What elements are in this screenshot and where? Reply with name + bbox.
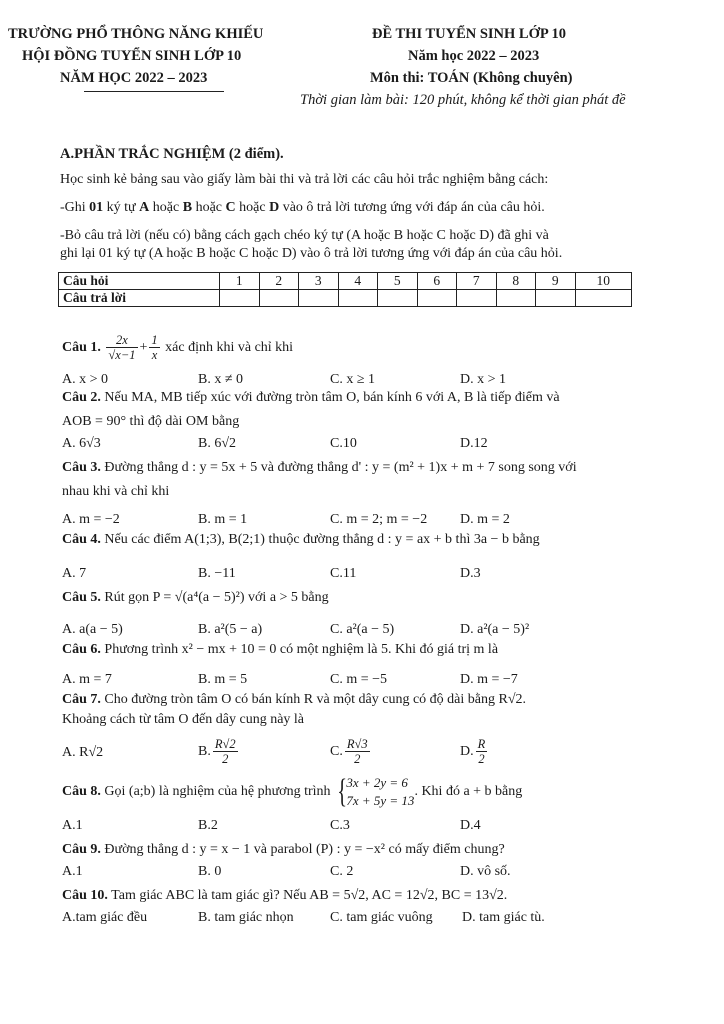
header-underline	[84, 91, 224, 92]
question-1: Câu 1. $\frac{2x}{√x-1}$ + $\frac{1}{x}$ xác định khi và chỉ khi	[62, 333, 294, 363]
q6-option-c: C. m = −5	[330, 672, 388, 687]
section-a-rule-2-line-1: -Bỏ câu trả lời (nếu có) bằng cách gạch chéo ký tự (A hoặc B hoặc C hoặc D) đã ghi và	[60, 228, 549, 243]
q9-option-c: C. 2	[330, 864, 354, 879]
fraction: $\frac{R√2}{2}$	[214, 737, 236, 767]
q3-option-b: B. m = 1	[198, 512, 248, 527]
q5-option-c: C. a²(a − 5)	[330, 622, 395, 637]
school-name: TRƯỜNG PHỔ THÔNG NĂNG KHIẾU	[8, 26, 264, 42]
question-2: Câu 2. Nếu MA, MB tiếp xúc với đường tròn tâm O, bán kính 6 với A, B là tiếp điểm và	[62, 390, 560, 405]
q6-option-b: B. m = 5	[198, 672, 248, 687]
fraction: $\frac{R√3}{2}$	[346, 737, 368, 767]
q5-option-b: B. a²(5 − a)	[198, 622, 263, 637]
q3-option-d: D. m = 2	[460, 512, 510, 527]
school-year-right: Năm học 2022 – 2023	[408, 48, 540, 64]
answer-cell[interactable]	[417, 290, 457, 307]
table-cell: 3	[299, 273, 339, 290]
q7-option-b: B. $\frac{R√2}{2}$	[198, 737, 236, 767]
table-cell: 8	[496, 273, 536, 290]
table-cell: 5	[378, 273, 418, 290]
exam-time: Thời gian làm bài: 120 phút, không kể thời gian phát đề	[300, 92, 626, 108]
question-9: Câu 9. Đường thẳng d : y = x − 1 và parabol (P) : y = −x² có mấy điểm chung?	[62, 842, 505, 857]
q10-option-b: B. tam giác nhọn	[198, 910, 294, 925]
q4-option-a: A. 7	[62, 566, 87, 581]
q7-option-a: A. R√2	[62, 745, 104, 760]
q4-option-c: C.11	[330, 566, 357, 581]
q9-option-d: D. vô số.	[460, 864, 511, 879]
table-cell: 1	[220, 273, 260, 290]
answer-table	[58, 272, 632, 307]
answer-cell[interactable]	[575, 290, 632, 307]
table-row	[59, 290, 632, 307]
q10-option-a: A.tam giác đều	[62, 910, 148, 925]
question-6: Câu 6. Phương trình x² − mx + 10 = 0 có một nghiệm là 5. Khi đó giá trị m là	[62, 642, 499, 657]
q4-option-b: B. −11	[198, 566, 236, 581]
question-4: Câu 4. Nếu các điểm A(1;3), B(2;1) thuộc đường thẳng d : y = ax + b thì 3a − b bằng	[62, 532, 540, 547]
question-3: Câu 3. Đường thẳng d : y = 5x + 5 và đường thẳng d' : y = (m² + 1)x + m + 7 song song với	[62, 460, 577, 475]
q2-option-b: B. 6√2	[198, 436, 237, 451]
q5-option-a: A. a(a − 5)	[62, 622, 123, 637]
q2-option-d: D.12	[460, 436, 488, 451]
q6-option-d: D. m = −7	[460, 672, 518, 687]
answer-cell[interactable]	[259, 290, 299, 307]
table-cell: 7	[457, 273, 497, 290]
exam-subject: Môn thi: TOÁN (Không chuyên)	[370, 70, 573, 86]
q4-option-d: D.3	[460, 566, 481, 581]
equation-system: 3x + 2y = 6 7x + 5y = 13	[346, 774, 415, 808]
section-a-intro: Học sinh kẻ bảng sau vào giấy làm bài thi và trả lời các câu hỏi trắc nghiệm bằng cách:	[60, 172, 549, 187]
q6-option-a: A. m = 7	[62, 672, 112, 687]
q10-option-c: C. tam giác vuông	[330, 910, 433, 925]
q9-option-a: A.1	[62, 864, 83, 879]
q1-option-c: C. x ≥ 1	[330, 372, 376, 387]
answer-cell[interactable]	[536, 290, 576, 307]
question-8: Câu 8. Gọi (a;b) là nghiệm của hệ phương trình { 3x + 2y = 6 7x + 5y = 13 . Khi đó a + b bằng	[62, 772, 523, 810]
system-brace: {	[337, 772, 348, 810]
fraction: $\frac{2x}{√x-1}$	[108, 333, 136, 363]
question-7-line-2: Khoảng cách từ tâm O đến dây cung này là	[62, 712, 305, 727]
table-row	[59, 273, 632, 290]
table-cell-label: Câu trả lời	[59, 290, 220, 307]
answer-cell[interactable]	[378, 290, 418, 307]
answer-cell[interactable]	[299, 290, 339, 307]
q2-option-a: A. 6√3	[62, 436, 101, 451]
q7-option-d: D. $\frac{R}{2}$	[460, 737, 486, 767]
q7-option-c: C. $\frac{R√3}{2}$	[330, 737, 368, 767]
question-3-line-2: nhau khi và chỉ khi	[62, 484, 170, 499]
q8-option-b: B.2	[198, 818, 218, 833]
council-name: HỘI ĐỒNG TUYỂN SINH LỚP 10	[22, 48, 242, 64]
q3-option-c: C. m = 2; m = −2	[330, 512, 428, 527]
answer-cell[interactable]	[220, 290, 260, 307]
table-cell: 9	[536, 273, 576, 290]
q9-option-b: B. 0	[198, 864, 222, 879]
question-10: Câu 10. Tam giác ABC là tam giác gì? Nếu AB = 5√2, AC = 12√2, BC = 13√2.	[62, 888, 508, 903]
section-a-rule-1: -Ghi 01 ký tự A hoặc B hoặc C hoặc D vào ô trả lời tương ứng với đáp án của câu hỏi.	[60, 200, 545, 215]
q10-option-d: D. tam giác tù.	[462, 910, 545, 925]
exam-title: ĐỀ THI TUYỂN SINH LỚP 10	[372, 26, 567, 42]
answer-cell[interactable]	[496, 290, 536, 307]
question-2-line-2: AOB = 90° thì độ dài OM bằng	[62, 414, 240, 429]
q8-option-d: D.4	[460, 818, 481, 833]
q1-option-d: D. x > 1	[460, 372, 507, 387]
fraction: $\frac{R}{2}$	[477, 737, 486, 767]
section-a-title: A.PHẦN TRẮC NGHIỆM (2 điểm).	[60, 146, 284, 162]
q1-option-b: B. x ≠ 0	[198, 372, 244, 387]
table-cell-label: Câu hỏi	[59, 273, 220, 290]
question-7: Câu 7. Cho đường tròn tâm O có bán kính R và một dây cung có độ dài bằng R√2.	[62, 692, 527, 707]
table-cell: 4	[338, 273, 378, 290]
q8-option-a: A.1	[62, 818, 83, 833]
q1-option-a: A. x > 0	[62, 372, 109, 387]
answer-cell[interactable]	[338, 290, 378, 307]
table-cell: 2	[259, 273, 299, 290]
answer-cell[interactable]	[457, 290, 497, 307]
question-5: Câu 5. Rút gọn P = √(a⁴(a − 5)²) với a > 5 bằng	[62, 590, 329, 605]
school-year-left: NĂM HỌC 2022 – 2023	[60, 70, 208, 86]
q5-option-d: D. a²(a − 5)²	[460, 622, 530, 637]
q8-option-c: C.3	[330, 818, 350, 833]
section-a-rule-2-line-2: ghi lại 01 ký tự (A hoặc B hoặc C hoặc D) vào ô trả lời tương ứng với đáp án của câu hỏi.	[60, 246, 563, 261]
q3-option-a: A. m = −2	[62, 512, 120, 527]
q2-option-c: C.10	[330, 436, 357, 451]
table-cell: 10	[575, 273, 632, 290]
table-cell: 6	[417, 273, 457, 290]
fraction: $\frac{1}{x}$	[151, 333, 158, 363]
